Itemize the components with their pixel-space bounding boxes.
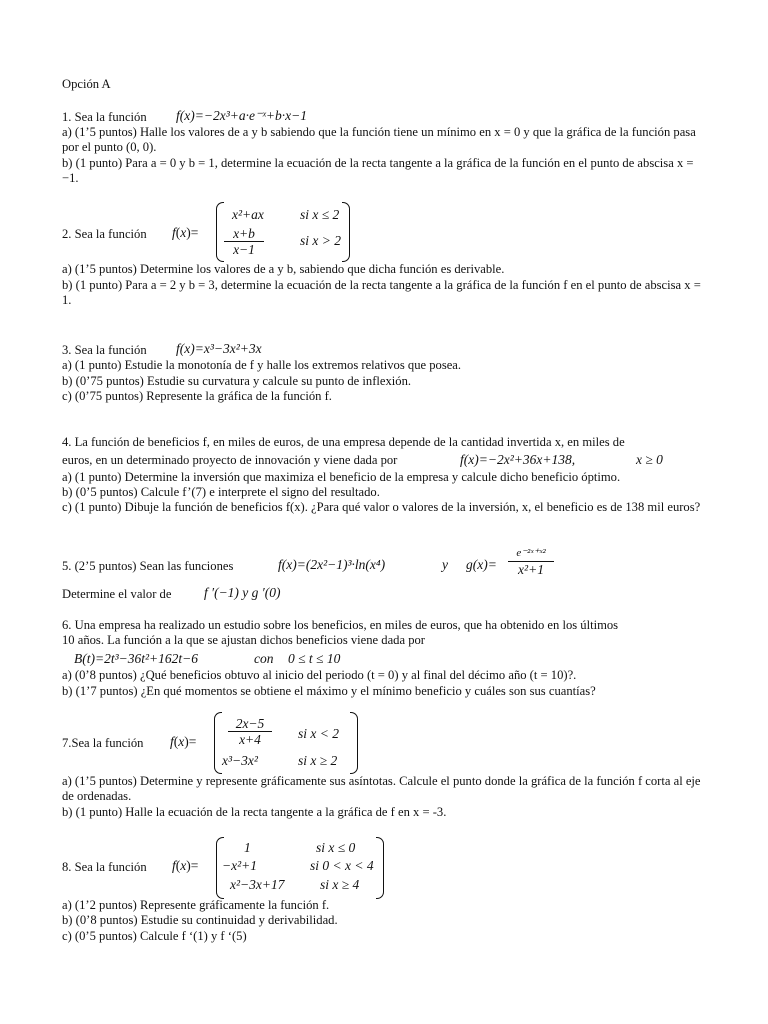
p2-case2-num: x+b — [224, 226, 264, 242]
p7-case1-den: x+4 — [239, 732, 261, 747]
p5-determine-expr: f ′(−1) y g ′(0) — [204, 585, 281, 600]
p4-part-a: a) (1 punto) Determine la inversión que maximiza el beneficio de la empresa y calcule dicho beneficio óptimo. — [62, 470, 621, 484]
p6-formula: B(t)=2t³−36t²+162t−6 — [74, 651, 199, 666]
p8-part-a: a) (1’2 puntos) Represente gráficamente la función f. — [62, 898, 330, 912]
p2-fx: f(x)= — [172, 225, 199, 240]
heading: Opción A — [62, 77, 111, 91]
p8-fx: f(x)= — [172, 858, 199, 873]
p8-cond3: si x ≥ 4 — [320, 877, 360, 892]
p4-line1: 4. La función de beneficios f, en miles de euros, de una empresa depende de la cantidad invertida x, en miles de — [62, 435, 625, 449]
p2-part-b: b) (1 punto) Para a = 2 y b = 3, determine la ecuación de la recta tangente a la gráfica de la función f en el punto de abscisa x = 1. — [62, 278, 701, 307]
p7-cond2: si x ≥ 2 — [298, 753, 338, 768]
p4-formula: f(x)=−2x²+36x+138, — [460, 452, 576, 467]
p1-part-b: b) (1 punto) Para a = 0 y b = 1, determine la ecuación de la recta tangente a la gráfica de la función en el punto de abscisa x = −1. — [62, 156, 694, 185]
p7-fx: f(x)= — [170, 734, 197, 749]
p6-line1: 6. Una empresa ha realizado un estudio sobre los beneficios, en miles de euros, que ha obtenido en los últimos — [62, 618, 619, 632]
p8-case3: x²−3x+17 — [230, 877, 285, 892]
p6-part-a: a) (0’8 puntos) ¿Qué beneficios obtuvo al inicio del periodo (t = 0) y al final del décimo año (t = 10)?. — [62, 668, 577, 682]
p6-range: 0 ≤ t ≤ 10 — [288, 651, 341, 666]
p6-line2: 10 años. La función a la que se ajustan dichos beneficios viene dada por — [62, 633, 425, 647]
p7-case2: x³−3x² — [222, 753, 258, 768]
p1-formula: f(x)=−2x³+a·e⁻ˣ+b·x−1 — [176, 108, 307, 123]
p4-domain: x ≥ 0 — [636, 452, 663, 467]
p3-part-c: c) (0’75 puntos) Represente la gráfica de la función f. — [62, 389, 332, 403]
p3-part-a: a) (1 punto) Estudie la monotonía de f y halle los extremos relativos que posea. — [62, 358, 462, 372]
p7-intro: 7.Sea la función — [62, 736, 144, 750]
p2-intro: 2. Sea la función — [62, 227, 147, 241]
p5-intro: 5. (2’5 puntos) Sean las funciones — [62, 559, 234, 573]
p2-case2-den: x−1 — [233, 242, 255, 257]
p2-part-a: a) (1’5 puntos) Determine los valores de a y b, sabiendo que dicha función es derivable. — [62, 262, 505, 276]
p8-brace-right — [376, 837, 384, 899]
p2-case2-fraction — [224, 226, 264, 257]
p5-determine: Determine el valor de — [62, 587, 172, 601]
p2-case1: x²+ax — [232, 207, 264, 222]
p2-cond2: si x > 2 — [300, 233, 341, 248]
p8-part-c: c) (0’5 puntos) Calcule f ‘(1) y f ‘(5) — [62, 929, 247, 943]
p4-part-c: c) (1 punto) Dibuje la función de beneficios f(x). ¿Para qué valor o valores de la inversión, x, el beneficio es de 138 mil euros? — [62, 500, 701, 514]
p6-part-b: b) (1’7 puntos) ¿En qué momentos se obtiene el máximo y el mínimo beneficio y cuáles son sus cuantías? — [62, 684, 596, 698]
p6-con: con — [254, 651, 274, 666]
p4-line2: euros, en un determinado proyecto de innovación y viene dada por — [62, 453, 398, 467]
p5-f: f(x)=(2x²−1)³·ln(x⁴) — [278, 557, 386, 572]
p3-intro: 3. Sea la función — [62, 343, 147, 357]
p8-part-b: b) (0’8 puntos) Estudie su continuidad y derivabilidad. — [62, 913, 338, 927]
p4-part-b: b) (0’5 puntos) Calcule f’(7) e interprete el signo del resultado. — [62, 485, 380, 499]
p3-formula: f(x)=x³−3x²+3x — [176, 341, 262, 356]
p8-cond2: si 0 < x < 4 — [310, 858, 374, 873]
p2-cond1: si x ≤ 2 — [300, 207, 340, 222]
p5-g-fraction — [508, 546, 554, 577]
p7-case1-fraction — [228, 716, 272, 747]
p7-part-b: b) (1 punto) Halle la ecuación de la recta tangente a la gráfica de f en x = -3. — [62, 805, 447, 819]
p5-g-den: x²+1 — [518, 562, 544, 577]
p1-intro: 1. Sea la función — [62, 110, 147, 124]
p8-intro: 8. Sea la función — [62, 860, 147, 874]
p7-part-a: a) (1’5 puntos) Determine y represente gráficamente sus asíntotas. Calcule el punto donde la gráfica de la función f corta al eje de ordenadas. — [62, 774, 701, 803]
p3-part-b: b) (0’75 puntos) Estudie su curvatura y calcule su punto de inflexión. — [62, 374, 412, 388]
p8-case2: −x²+1 — [222, 858, 258, 873]
p8-cond1: si x ≤ 0 — [316, 840, 356, 855]
p2-brace-left — [216, 202, 224, 262]
p5-g-num: e⁻²ˣ⁺ˣ² — [508, 546, 554, 562]
p8-case1: 1 — [244, 840, 251, 855]
p7-cond1: si x < 2 — [298, 726, 339, 741]
p2-brace-right — [342, 202, 350, 262]
p5-g-lhs: g(x)= — [466, 557, 497, 572]
p7-brace-left — [214, 712, 222, 774]
p5-y: y — [442, 557, 448, 572]
p7-brace-right — [350, 712, 358, 774]
p1-part-a: a) (1’5 puntos) Halle los valores de a y b sabiendo que la función tiene un mínimo en x = 0 y que la gráfica de la función pasa por el punto (0, 0). — [62, 125, 696, 154]
p7-case1-num: 2x−5 — [228, 716, 272, 732]
